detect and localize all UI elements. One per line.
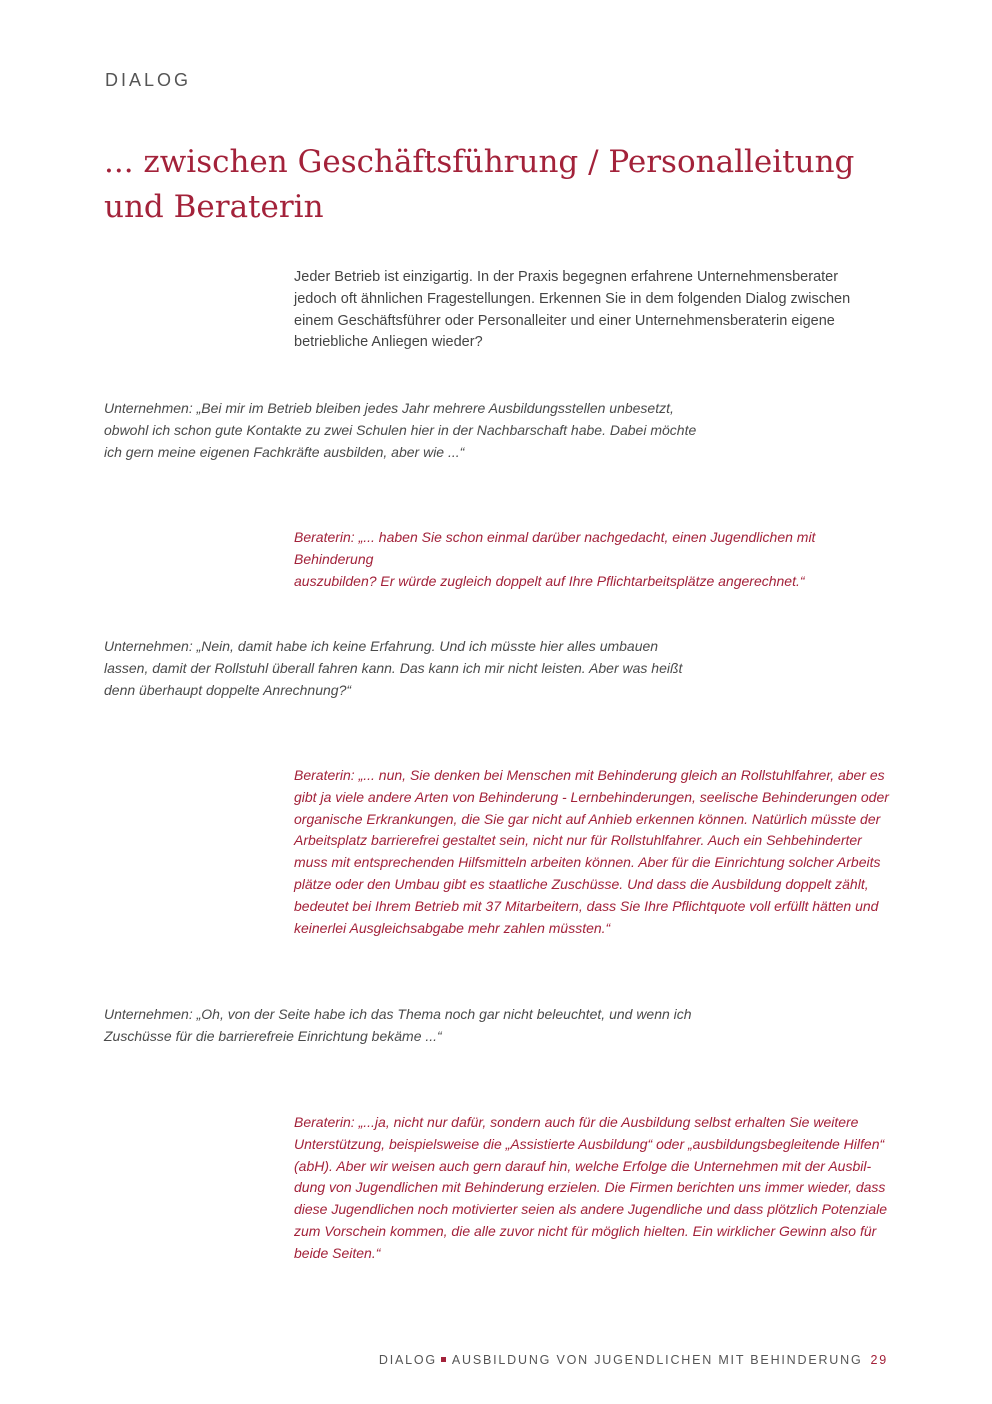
dialog-line: auszubilden? Er würde zugleich doppelt auf Ihre Pflichtarbeitsplätze angerechnet.“ <box>294 572 805 589</box>
dialog-line: Arbeitsplatz barrierefrei gestaltet sein, nicht nur für Rollstuhlfahrer. Auch ein Sehbehinderter <box>294 832 862 849</box>
dialog-beraterin-1 <box>294 527 894 592</box>
dialog-unternehmen-3 <box>104 1004 704 1048</box>
page-footer <box>379 1353 888 1367</box>
dialog-beraterin-3 <box>294 1112 894 1265</box>
dialog-line: Beraterin: „... haben Sie schon einmal darüber nachgedacht, einen Jugendlichen mit Behinderung <box>294 529 816 567</box>
dialog-unternehmen-1 <box>104 398 704 463</box>
dialog-line: muss mit entsprechenden Hilfsmitteln arbeiten können. Aber für die Einrichtung solcher Arbeits <box>294 854 881 871</box>
section-label: DIALOG <box>105 70 192 90</box>
dialog-line: ich gern meine eigenen Fachkräfte ausbilden, aber wie ...“ <box>104 443 465 460</box>
footer-chapter: AUSBILDUNG VON JUGENDLICHEN MIT BEHINDERUNG <box>451 1353 863 1367</box>
footer-section: DIALOG <box>378 1353 437 1367</box>
dialog-line: denn überhaupt doppelte Anrechnung?“ <box>104 681 352 698</box>
dialog-line: obwohl ich schon gute Kontakte zu zwei Schulen hier in der Nachbarschaft habe. Dabei möchte <box>104 421 697 438</box>
intro-line: jedoch oft ähnlichen Fragestellungen. Erkennen Sie in dem folgenden Dialog zwischen <box>294 290 851 307</box>
dialog-line: lassen, damit der Rollstuhl überall fahren kann. Das kann ich mir nicht leisten. Aber was heißt <box>104 659 683 676</box>
page-number: 29 <box>870 1353 888 1367</box>
dialog-unternehmen-2 <box>104 636 704 701</box>
dialog-line: Beraterin: „...ja, nicht nur dafür, sondern auch für die Ausbildung selbst erhalten Sie weitere <box>294 1114 859 1130</box>
square-separator-icon <box>441 1357 446 1362</box>
intro-line: betriebliche Anliegen wieder? <box>294 334 483 351</box>
dialog-line: zum Vorschein kommen, die alle zuvor nicht für möglich hielten. Ein wirklicher Gewinn also für <box>294 1222 877 1239</box>
dialog-line: Beraterin: „... nun, Sie denken bei Menschen mit Behinderung gleich an Rollstuhlfahrer, aber es <box>294 767 885 783</box>
dialog-line: beide Seiten.“ <box>294 1244 381 1261</box>
dialog-line: organische Erkrankungen, die Sie gar nicht auf Anhieb erkennen können. Natürlich müsste der <box>294 810 881 827</box>
page-title <box>104 140 864 230</box>
dialog-line: bedeutet bei Ihrem Betrieb mit 37 Mitarbeitern, dass Sie Ihre Pflichtquote voll erfüllt hätten und <box>294 897 879 914</box>
dialog-line: plätze oder den Umbau gibt es staatliche Zuschüsse. Und dass die Ausbildung doppelt zählt, <box>294 875 869 892</box>
dialog-line: Unterstützung, beispielsweise die „Assistierte Ausbildung“ oder „ausbildungsbegleitende Hilfen“ <box>294 1135 885 1152</box>
dialog-beraterin-2 <box>294 765 894 939</box>
intro-paragraph <box>294 267 894 354</box>
intro-line: Jeder Betrieb ist einzigartig. In der Praxis begegnen erfahrene Unternehmensberater <box>294 269 839 285</box>
dialog-line: gibt ja viele andere Arten von Behinderung - Lernbehinderungen, seelische Behinderungen oder <box>294 788 889 805</box>
dialog-line: (abH). Aber wir weisen auch gern darauf hin, welche Erfolge die Unternehmen mit der Ausbil- <box>294 1157 872 1174</box>
dialog-line: diese Jugendlichen noch motivierter seien als andere Jugendliche und dass plötzlich Potenziale <box>294 1201 888 1218</box>
dialog-line: dung von Jugendlichen mit Behinderung erzielen. Die Firmen berichten uns immer wieder, dass <box>294 1179 886 1196</box>
dialog-line: Zuschüsse für die barrierefreie Einrichtung bekäme ...“ <box>104 1027 442 1044</box>
intro-line: einem Geschäftsführer oder Personalleiter und einer Unternehmensberaterin eigene <box>294 312 835 329</box>
dialog-line: Unternehmen: „Oh, von der Seite habe ich das Thema noch gar nicht beleuchtet, und wenn ich <box>104 1006 692 1022</box>
title-line-1: ... zwischen Geschäftsführung / Personalleitung <box>104 144 855 180</box>
dialog-line: Unternehmen: „Bei mir im Betrieb bleiben jedes Jahr mehrere Ausbildungsstellen unbesetzt, <box>104 400 674 416</box>
title-line-2: und Beraterin <box>104 189 324 225</box>
dialog-line: Unternehmen: „Nein, damit habe ich keine Erfahrung. Und ich müsste hier alles umbauen <box>104 638 659 654</box>
dialog-line: keinerlei Ausgleichsabgabe mehr zahlen müssten.“ <box>294 919 611 936</box>
